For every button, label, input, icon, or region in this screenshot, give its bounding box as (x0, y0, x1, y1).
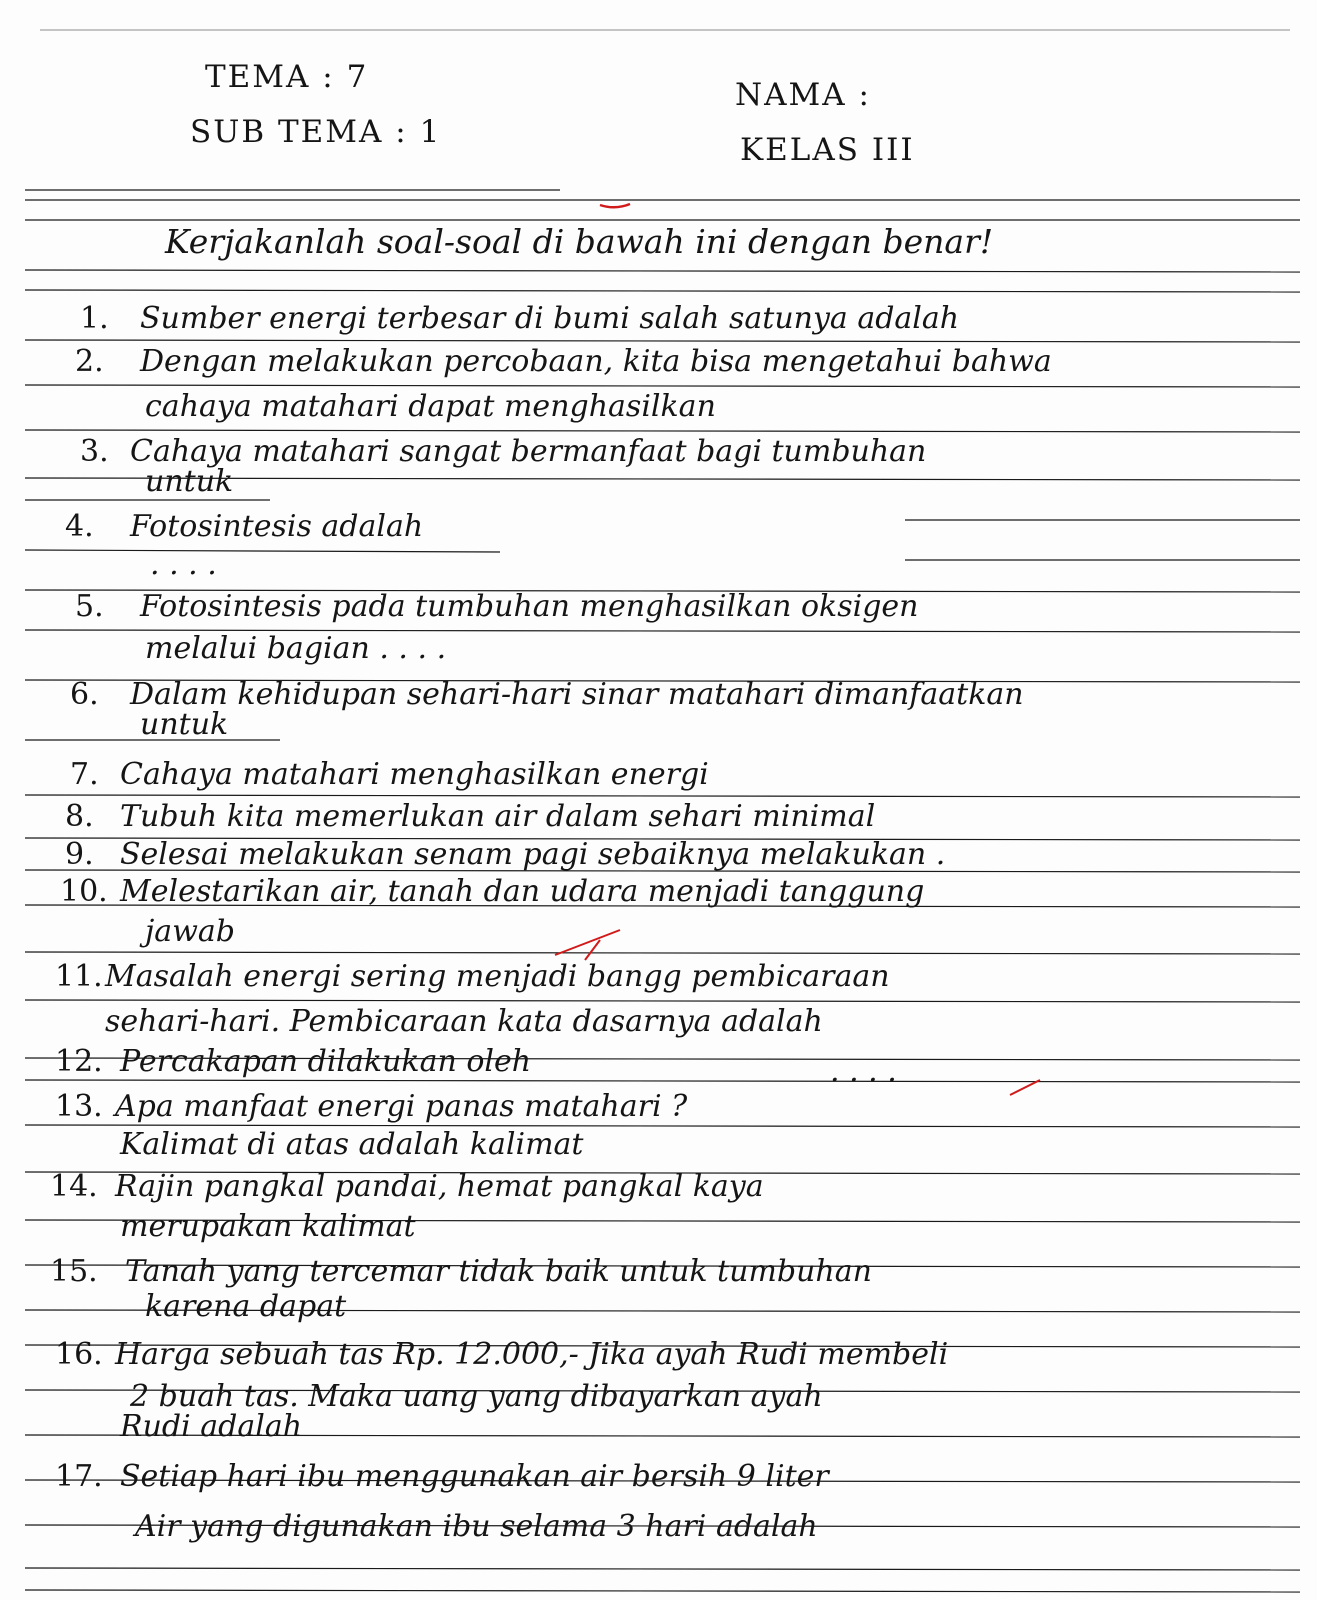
question-number: 5. (75, 589, 104, 624)
question-text: jawab (145, 914, 235, 949)
question-text: Rajin pangkal pandai, hemat pangkal kaya (115, 1169, 764, 1204)
question-text: sehari-hari. Pembicaraan kata dasarnya adalah (105, 1004, 823, 1039)
sub-tema-label: SUB TEMA : 1 (190, 114, 442, 150)
question-number: 4. (65, 509, 94, 544)
instruction: Kerjakanlah soal-soal di bawah ini dengan benar! (165, 222, 994, 261)
question-number: 8. (65, 799, 94, 834)
question-text: 2 buah tas. Maka uang yang dibayarkan ayah (130, 1379, 823, 1414)
question-number: 9. (65, 837, 94, 872)
question-text: Cahaya matahari menghasilkan energi (120, 757, 709, 792)
question-text: Percakapan dilakukan oleh (120, 1044, 532, 1079)
tema-label: TEMA : 7 (205, 59, 369, 95)
question-text: karena dapat (145, 1289, 347, 1324)
question-number: 17. (55, 1459, 103, 1494)
question-number: 12. (55, 1044, 103, 1079)
question-text: merupakan kalimat (120, 1209, 416, 1244)
kelas-label: KELAS III (740, 132, 915, 168)
question-number: 6. (70, 677, 99, 712)
question-text: Melestarikan air, tanah dan udara menjadi tanggung (120, 874, 925, 909)
answer-dots: . . . . (830, 1054, 897, 1089)
question-number: 13. (55, 1089, 103, 1124)
question-number: 16. (55, 1337, 103, 1372)
question-text: Kalimat di atas adalah kalimat (120, 1127, 584, 1162)
nama-label: NAMA : (735, 77, 871, 113)
question-text: Harga sebuah tas Rp. 12.000,- Jika ayah Rudi membeli (115, 1337, 949, 1372)
question-text: untuk (145, 464, 234, 499)
question-text: cahaya matahari dapat menghasilkan (145, 389, 716, 424)
question-text: Sumber energi terbesar di bumi salah satunya adalah (140, 301, 960, 336)
question-text: Apa manfaat energi panas matahari ? (115, 1089, 688, 1124)
question-text: Tanah yang tercemar tidak baik untuk tumbuhan (125, 1254, 872, 1289)
question-number: 14. (50, 1169, 98, 1204)
question-number: 1. (80, 301, 109, 336)
question-text: Rudi adalah (120, 1409, 303, 1444)
question-number: 7. (70, 757, 99, 792)
question-text: Masalah energi sering menjadi bangg pembicaraan (105, 959, 890, 994)
question-text: Fotosintesis adalah (130, 509, 424, 544)
question-text: Cahaya matahari sangat bermanfaat bagi tumbuhan (130, 434, 927, 469)
question-number: 11. (55, 959, 103, 994)
question-text: Dalam kehidupan sehari-hari sinar matahari dimanfaatkan (130, 677, 1024, 712)
question-text: Dengan melakukan percobaan, kita bisa mengetahui bahwa (140, 344, 1052, 379)
question-number: 3. (80, 434, 109, 469)
question-number: 2. (75, 344, 104, 379)
question-text: melalui bagian . . . . (145, 631, 447, 666)
answer-dots: . . . . (150, 547, 217, 582)
question-text: Air yang digunakan ibu selama 3 hari adalah (135, 1509, 818, 1544)
question-number: 10. (60, 874, 108, 909)
question-text: Fotosintesis pada tumbuhan menghasilkan oksigen (140, 589, 919, 624)
question-text: untuk (140, 707, 229, 742)
question-number: 15. (50, 1254, 98, 1289)
question-text: Tubuh kita memerlukan air dalam sehari minimal (120, 799, 876, 834)
question-text: Selesai melakukan senam pagi sebaiknya melakukan . (120, 837, 946, 872)
question-text: Setiap hari ibu menggunakan air bersih 9 liter (120, 1459, 829, 1494)
